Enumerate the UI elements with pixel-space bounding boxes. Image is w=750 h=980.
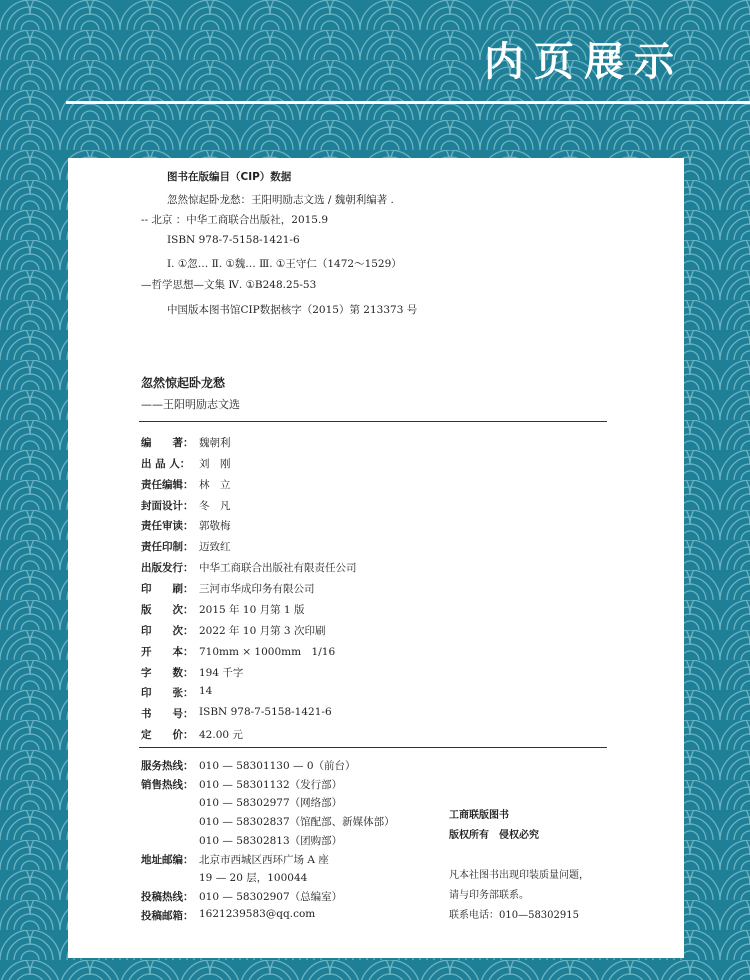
credit-value: 迈致红 [199, 541, 231, 553]
cip-heading: 图书在版编目（CIP）数据 [167, 171, 292, 183]
credit-label: 开 本： [141, 646, 194, 658]
credit-value: 14 [199, 685, 213, 697]
credit-label: 出 品 人： [141, 458, 191, 470]
credit-label: 责任编辑： [141, 479, 194, 491]
credit-value: 三河市华成印务有限公司 [199, 583, 315, 595]
credit-label: 印 次： [141, 625, 194, 637]
book-subtitle: ——王阳明励志文选 [141, 398, 240, 411]
credit-label: 责任印制： [141, 541, 194, 553]
credit-label: 版 次： [141, 604, 194, 616]
credit-value: 2022 年 10 月第 3 次印刷 [199, 625, 326, 637]
contact-value: 010 — 58302907（总编室） [199, 891, 343, 903]
contact-value: 1621239583@qq.com [199, 908, 316, 920]
rights-notice: 版权所有 侵权必究 [449, 830, 539, 841]
contact-value: 010 — 58302837（馆配部、新媒体部） [199, 816, 395, 828]
quality-notice: 请与印务部联系。 [449, 890, 529, 901]
credit-value: 42.00 元 [199, 729, 243, 741]
contact-label: 投稿邮箱： [141, 910, 194, 922]
cip-line: ISBN 978-7-5158-1421-6 [167, 234, 300, 246]
credit-value: 林 立 [199, 479, 231, 491]
credit-value: 194 千字 [199, 667, 244, 679]
contact-value: 010 — 58302813（团购部） [199, 835, 343, 847]
contact-phone: 联系电话：010—58302915 [449, 910, 579, 921]
credit-value: 2015 年 10 月第 1 版 [199, 604, 305, 616]
contact-value: 19 — 20 层，100044 [199, 872, 308, 884]
credit-label: 定 价： [141, 729, 194, 741]
credit-label: 出版发行： [141, 562, 194, 574]
credit-value: 郭敬梅 [199, 520, 231, 532]
quality-notice: 凡本社图书出现印装质量问题， [449, 870, 589, 881]
divider [139, 421, 607, 422]
contact-value: 北京市西城区西环广场 A 座 [199, 854, 329, 866]
credit-value: ISBN 978-7-5158-1421-6 [199, 706, 332, 718]
credit-value: 冬 凡 [199, 500, 231, 512]
banner-divider [66, 101, 750, 104]
cip-line: —哲学思想—文集 Ⅳ. ①B248.25-53 [141, 279, 317, 291]
contact-value: 010 — 58301130 — 0（前台） [199, 760, 356, 772]
cip-line: Ⅰ. ①忽… Ⅱ. ①魏… Ⅲ. ①王守仁（1472～1529） [167, 258, 402, 270]
credit-label: 编 著： [141, 437, 194, 449]
cip-line: -- 北京 ：中华工商联合出版社，2015.9 [141, 214, 329, 226]
credit-value: 魏朝利 [199, 437, 231, 449]
credit-value: 刘 刚 [199, 458, 231, 470]
cip-line: 忽然惊起卧龙愁：王阳明励志文选 / 魏朝利编著 . [167, 194, 394, 206]
contact-value: 010 — 58301132（发行部） [199, 779, 343, 791]
book-title: 忽然惊起卧龙愁 [141, 376, 226, 390]
contact-value: 010 — 58302977（网络部） [199, 797, 343, 809]
contact-label: 地址邮编： [141, 854, 194, 866]
contact-label: 销售热线： [141, 779, 194, 791]
credit-label: 责任审读： [141, 520, 194, 532]
cip-line: 中国版本图书馆CIP数据核字（2015）第 213373 号 [167, 304, 418, 316]
credit-label: 封面设计： [141, 500, 194, 512]
credit-label: 书 号： [141, 708, 194, 720]
contact-label: 投稿热线： [141, 891, 194, 903]
divider [139, 747, 607, 748]
credit-label: 印 张： [141, 687, 194, 699]
publisher-mark: 工商联版图书 [449, 810, 509, 821]
credit-label: 印 刷： [141, 583, 194, 595]
banner-title: 内页展示 [484, 39, 684, 85]
credit-label: 字 数： [141, 667, 194, 679]
contact-label: 服务热线： [141, 760, 194, 772]
credit-value: 中华工商联合出版社有限责任公司 [199, 562, 357, 574]
credit-value: 710mm × 1000mm 1/16 [199, 646, 336, 658]
